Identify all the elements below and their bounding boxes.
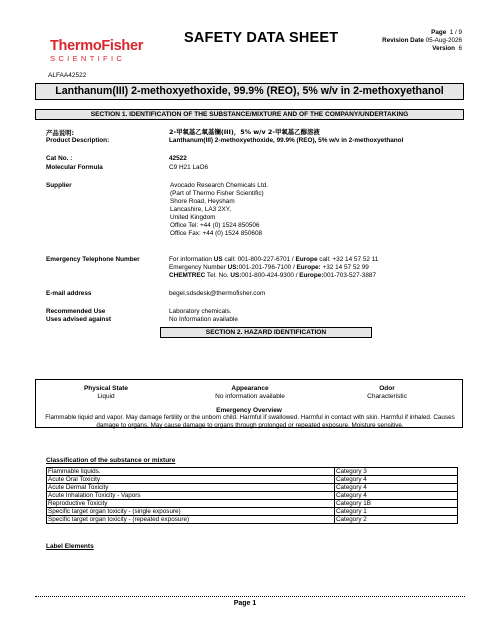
hazard-category: Category 4	[335, 492, 458, 500]
appearance	[215, 385, 285, 401]
uses-advised-label: Uses advised against	[46, 316, 112, 323]
supplier-line: (Part of Thermo Fisher Scientific)	[170, 190, 264, 197]
hazard-category: Category 1	[335, 508, 458, 516]
physical-state-value: Liquid	[97, 393, 115, 400]
emergency-phone-label: Emergency Telephone Number	[46, 256, 140, 263]
page-label: Page	[431, 29, 447, 36]
hazard-class: Acute Dermal Toxicity	[47, 484, 335, 492]
physical-state-label: Physical State	[83, 385, 129, 392]
recommended-use-label: Recommended Use	[46, 308, 106, 315]
table-row	[47, 500, 458, 508]
formula-value: C9 H21 LaO6	[169, 164, 209, 171]
section1-heading: SECTION 1. IDENTIFICATION OF THE SUBSTANCE/MIXTURE AND OF THE COMPANY/UNDERTAKING	[35, 109, 464, 120]
text: Europe	[295, 256, 318, 263]
revision-info	[382, 29, 462, 53]
table-row	[47, 516, 458, 524]
email-label: E-mail address	[46, 290, 92, 297]
product-desc-label: Product Description:	[46, 137, 110, 144]
classification-table	[46, 467, 458, 524]
supplier-label: Supplier	[46, 182, 72, 189]
emergency-overview-heading: Emergency Overview	[216, 407, 282, 414]
odor	[367, 385, 407, 401]
table-row	[47, 476, 458, 484]
text: 001-703-527-3887	[323, 272, 377, 279]
section2-heading: SECTION 2. HAZARD IDENTIFICATION	[160, 327, 372, 338]
supplier-address	[170, 182, 268, 238]
hazard-class: Reproductive Toxicity	[47, 500, 335, 508]
cat-no-label: Cat No. :	[46, 155, 73, 162]
document-code: ALFAA42522	[48, 72, 87, 79]
table-row	[47, 508, 458, 516]
text: US:	[227, 264, 239, 271]
product-desc-cn-value: 2-甲氧基乙氧基镧(III)，5% w/v 2-甲氧基乙醇溶液	[169, 128, 320, 136]
text: call: +32 14 57 52 11	[317, 256, 379, 263]
physical-state	[84, 385, 128, 401]
text: For information	[169, 256, 214, 263]
supplier-line: United Kingdom	[170, 214, 216, 221]
text: Europe:	[299, 272, 324, 279]
label-elements-title: Label Elements	[46, 543, 94, 550]
version-value: 6	[458, 45, 462, 52]
odor-label: Odor	[379, 385, 395, 392]
odor-value: Characteristic	[367, 393, 407, 400]
footer-divider	[35, 596, 465, 597]
version-label: Version	[432, 45, 455, 52]
text: Emergency Number	[169, 264, 228, 271]
supplier-line: Office Tel: +44 (0) 1524 850506	[170, 222, 260, 229]
hazard-class: Acute Oral Toxicity	[47, 476, 335, 484]
revision-value: 05-Aug-2026	[425, 37, 462, 44]
supplier-line: Lancashire, LA3 2XY,	[170, 206, 231, 213]
text: US:	[230, 272, 242, 279]
uses-advised-value: No Information available	[169, 316, 238, 323]
text: +32 14 57 52 99	[320, 264, 369, 271]
emergency-overview-text: Flammable liquid and vapor. May damage fertility or the unborn child. Harmful if swallowed. Harmful in contact with skin. Harmful if inhaled. Causes damage to organs. May cause damage to organs through prolonged or repeated exposure. Moisture sensitive.	[45, 414, 455, 429]
text: 001-800-424-9300 /	[241, 272, 300, 279]
supplier-line: Office Fax: +44 (0) 1524 850608	[170, 230, 263, 237]
email-value[interactable]: begel.sdsdesk@thermofisher.com	[169, 290, 266, 297]
footer-page-number: Page 1	[233, 600, 257, 607]
appearance-label: Appearance	[231, 385, 269, 392]
thermofisher-logo	[50, 38, 144, 63]
text: call: 001-800-227-6701 /	[222, 256, 296, 263]
hazard-class: Specific target organ toxicity - (single exposure)	[47, 508, 335, 516]
text: Tel. No.	[205, 272, 231, 279]
hazard-category: Category 1B	[335, 500, 458, 508]
product-desc-value: Lanthanum(III) 2-methoxyethoxide, 99.9% (REO), 5% w/v in 2-methoxyethanol	[169, 137, 404, 144]
hazard-class: Flammable liquids.	[47, 468, 335, 476]
logo-subtext: SCIENTIFIC	[50, 54, 126, 63]
text: Europe:	[296, 264, 321, 271]
hazard-class: Acute Inhalation Toxicity - Vapors	[47, 492, 335, 500]
table-row	[47, 484, 458, 492]
revision-label: Revision Date	[382, 37, 424, 44]
table-row	[47, 492, 458, 500]
hazard-category: Category 4	[335, 484, 458, 492]
text: US	[213, 256, 223, 263]
hazard-overview-box	[35, 379, 463, 428]
table-row	[47, 468, 458, 476]
document-title: SAFETY DATA SHEET	[184, 30, 339, 46]
appearance-value: No information available	[215, 393, 285, 400]
hazard-category: Category 2	[335, 516, 458, 524]
product-desc-cn-label: 产品说明:	[46, 129, 75, 137]
emergency-phone-info	[169, 256, 378, 280]
supplier-line: Shore Road, Heysham	[170, 198, 235, 205]
hazard-category: Category 3	[335, 468, 458, 476]
hazard-class: Specific target organ toxicity - (repeated exposure)	[47, 516, 335, 524]
product-title: Lanthanum(III) 2-methoxyethoxide, 99.9% (REO), 5% w/v in 2-methoxyethanol	[35, 83, 464, 100]
cat-no-value: 42522	[169, 155, 187, 162]
formula-label: Molecular Formula	[46, 164, 103, 171]
recommended-use-value: Laboratory chemicals.	[169, 308, 232, 315]
hazard-category: Category 4	[335, 476, 458, 484]
page-value: 1 / 9	[449, 29, 462, 36]
text: 001-201-796-7100 /	[238, 264, 297, 271]
classification-title: Classification of the substance or mixture	[46, 457, 176, 464]
supplier-line: Avocado Research Chemicals Ltd.	[170, 182, 268, 189]
text: CHEMTREC	[169, 272, 206, 279]
logo-wordmark: ThermoFisher	[50, 38, 144, 54]
